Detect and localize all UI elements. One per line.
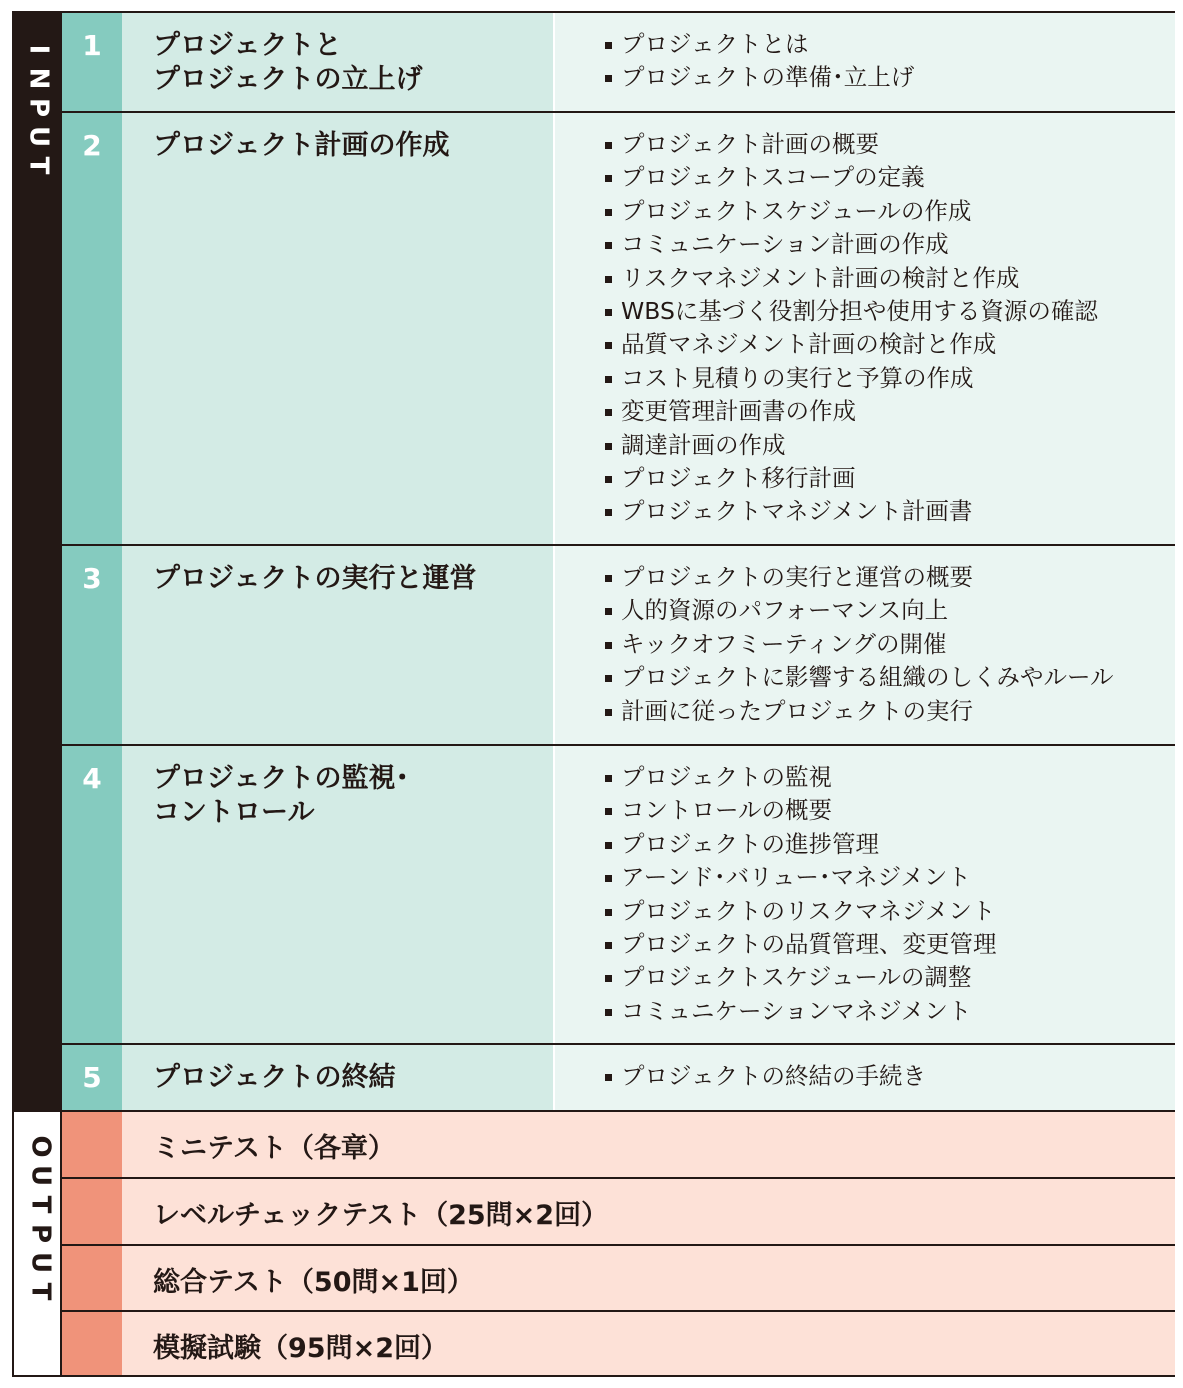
output-side-label-band xyxy=(12,1110,62,1377)
list-item: 人的資源のパフォーマンス向上 xyxy=(605,594,1175,627)
list-item: プロジェクトの実行と運営の概要 xyxy=(605,561,1175,594)
side-label-letter: U xyxy=(23,125,54,148)
test-title: 総合テスト（50問×1回） xyxy=(122,1246,1175,1310)
list-item: プロジェクトの品質管理、変更管理 xyxy=(605,928,1175,961)
side-label-letter: T xyxy=(25,1195,56,1214)
chapter-items xyxy=(553,113,1175,544)
chapter-number: 4 xyxy=(62,746,122,1043)
chapter-title: プロジェクトの終結 xyxy=(122,1045,553,1110)
test-title: レベルチェックテスト（25問×2回） xyxy=(122,1179,1175,1244)
list-item: コントロールの概要 xyxy=(605,794,1175,827)
list-item: プロジェクトスコープの定義 xyxy=(605,161,1175,194)
chapter-number: 2 xyxy=(62,113,122,544)
test-marker xyxy=(62,1179,122,1244)
list-item: プロジェクトの進捗管理 xyxy=(605,828,1175,861)
chapter-row xyxy=(62,744,1175,1043)
list-item: キックオフミーティングの開催 xyxy=(605,628,1175,661)
chapter-number: 3 xyxy=(62,546,122,744)
chapter-row xyxy=(62,544,1175,744)
test-row xyxy=(62,1110,1175,1177)
side-label-letter: P xyxy=(25,1223,56,1244)
list-item: WBSに基づく役割分担や使用する資源の確認 xyxy=(605,295,1175,328)
chapter-number: 1 xyxy=(62,13,122,111)
side-label-letter: P xyxy=(23,97,54,118)
chapter-title: プロジェクトの実行と運営 xyxy=(122,546,553,744)
list-item: プロジェクト移行計画 xyxy=(605,462,1175,495)
curriculum-table xyxy=(12,11,1175,1377)
input-label xyxy=(12,35,62,180)
chapter-items xyxy=(553,13,1175,111)
list-item: アーンド･バリュー･マネジメント xyxy=(605,861,1175,894)
chapter-title: プロジェクトと プロジェクトの立上げ xyxy=(122,13,553,111)
chapter-title: プロジェクト計画の作成 xyxy=(122,113,553,544)
side-label-letter: N xyxy=(23,67,54,90)
chapter-items xyxy=(553,1045,1175,1110)
side-label-letter: O xyxy=(25,1135,56,1158)
input-side-label-band xyxy=(12,11,62,1110)
test-row xyxy=(62,1310,1175,1377)
list-item: プロジェクトとは xyxy=(605,28,1175,61)
chapter-row xyxy=(62,111,1175,544)
test-marker xyxy=(62,1312,122,1375)
list-item: プロジェクトマネジメント計画書 xyxy=(605,495,1175,528)
side-label-letter: U xyxy=(25,1251,56,1274)
side-label-letter: T xyxy=(23,156,54,175)
list-item: プロジェクトスケジュールの調整 xyxy=(605,961,1175,994)
list-item: 計画に従ったプロジェクトの実行 xyxy=(605,695,1175,728)
test-row xyxy=(62,1244,1175,1310)
list-item: リスクマネジメント計画の検討と作成 xyxy=(605,262,1175,295)
chapter-title: プロジェクトの監視･ コントロール xyxy=(122,746,553,1043)
chapter-row xyxy=(62,1043,1175,1110)
test-title: ミニテスト（各章） xyxy=(122,1112,1175,1177)
test-title: 模擬試験（95問×2回） xyxy=(122,1312,1175,1375)
chapter-items xyxy=(553,746,1175,1043)
list-item: 調達計画の作成 xyxy=(605,429,1175,462)
list-item: 品質マネジメント計画の検討と作成 xyxy=(605,328,1175,361)
list-item: プロジェクト計画の概要 xyxy=(605,128,1175,161)
list-item: コミュニケーションマネジメント xyxy=(605,995,1175,1028)
list-item: プロジェクトスケジュールの作成 xyxy=(605,195,1175,228)
chapter-number: 5 xyxy=(62,1045,122,1110)
test-marker xyxy=(62,1112,122,1177)
test-row xyxy=(62,1177,1175,1244)
list-item: プロジェクトの終結の手続き xyxy=(605,1060,1175,1093)
side-label-letter: U xyxy=(25,1164,56,1187)
list-item: プロジェクトの準備･立上げ xyxy=(605,61,1175,94)
list-item: プロジェクトに影響する組織のしくみやルール xyxy=(605,661,1175,694)
list-item: コスト見積りの実行と予算の作成 xyxy=(605,362,1175,395)
side-label-letter: I xyxy=(23,44,54,55)
chapter-row xyxy=(62,11,1175,111)
list-item: 変更管理計画書の作成 xyxy=(605,395,1175,428)
list-item: プロジェクトの監視 xyxy=(605,761,1175,794)
chapter-items xyxy=(553,546,1175,744)
list-item: コミュニケーション計画の作成 xyxy=(605,228,1175,261)
test-marker xyxy=(62,1246,122,1310)
side-label-letter: T xyxy=(25,1282,56,1301)
output-label xyxy=(14,1132,64,1306)
list-item: プロジェクトのリスクマネジメント xyxy=(605,895,1175,928)
